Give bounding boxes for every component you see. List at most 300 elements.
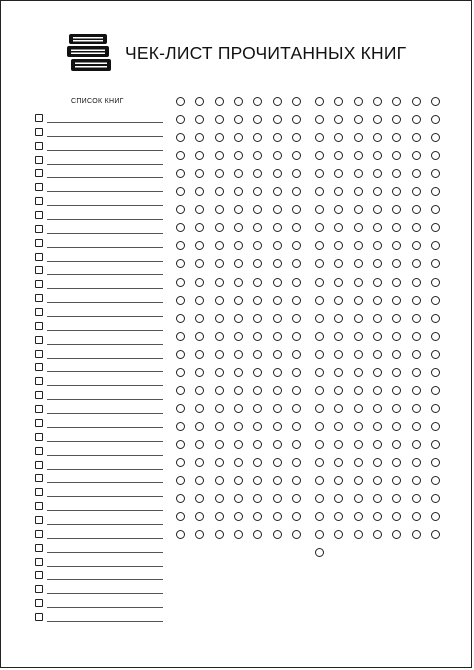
read-circle[interactable] (392, 440, 401, 449)
read-circle[interactable] (234, 241, 243, 250)
read-circle[interactable] (373, 440, 382, 449)
read-circle[interactable] (354, 458, 363, 467)
read-circle[interactable] (431, 404, 440, 413)
read-circle[interactable] (292, 512, 301, 521)
read-circle[interactable] (273, 241, 282, 250)
read-circle[interactable] (292, 115, 301, 124)
read-circle[interactable] (273, 97, 282, 106)
read-circle[interactable] (334, 241, 343, 250)
read-circle[interactable] (253, 350, 262, 359)
read-circle[interactable] (412, 386, 421, 395)
read-circle[interactable] (215, 440, 224, 449)
read-circle[interactable] (176, 404, 185, 413)
read-circle[interactable] (431, 368, 440, 377)
read-circle[interactable] (195, 314, 204, 323)
read-circle[interactable] (292, 133, 301, 142)
read-circle[interactable] (315, 530, 324, 539)
read-circle[interactable] (215, 205, 224, 214)
read-circle[interactable] (431, 512, 440, 521)
read-circle[interactable] (215, 115, 224, 124)
read-circle[interactable] (253, 512, 262, 521)
read-circle[interactable] (315, 548, 324, 557)
read-circle[interactable] (234, 259, 243, 268)
read-circle[interactable] (431, 187, 440, 196)
read-circle[interactable] (176, 278, 185, 287)
read-circle[interactable] (273, 458, 282, 467)
read-circle[interactable] (373, 332, 382, 341)
read-circle[interactable] (373, 422, 382, 431)
read-circle[interactable] (431, 205, 440, 214)
read-circle[interactable] (334, 187, 343, 196)
read-circle[interactable] (176, 223, 185, 232)
read-circle[interactable] (334, 404, 343, 413)
read-circle[interactable] (253, 386, 262, 395)
read-circle[interactable] (373, 169, 382, 178)
read-circle[interactable] (253, 476, 262, 485)
read-circle[interactable] (176, 151, 185, 160)
read-circle[interactable] (195, 97, 204, 106)
read-circle[interactable] (273, 332, 282, 341)
read-circle[interactable] (292, 350, 301, 359)
read-circle[interactable] (292, 296, 301, 305)
read-circle[interactable] (253, 458, 262, 467)
read-circle[interactable] (273, 205, 282, 214)
read-circle[interactable] (215, 512, 224, 521)
read-circle[interactable] (334, 530, 343, 539)
read-circle[interactable] (334, 476, 343, 485)
read-circle[interactable] (392, 530, 401, 539)
read-circle[interactable] (273, 223, 282, 232)
read-circle[interactable] (253, 115, 262, 124)
read-circle[interactable] (195, 332, 204, 341)
read-circle[interactable] (373, 368, 382, 377)
read-circle[interactable] (412, 476, 421, 485)
read-circle[interactable] (412, 494, 421, 503)
read-circle[interactable] (412, 97, 421, 106)
read-circle[interactable] (315, 332, 324, 341)
read-circle[interactable] (392, 115, 401, 124)
read-circle[interactable] (392, 404, 401, 413)
read-circle[interactable] (234, 169, 243, 178)
read-circle[interactable] (253, 259, 262, 268)
read-circle[interactable] (253, 332, 262, 341)
read-circle[interactable] (431, 223, 440, 232)
read-circle[interactable] (253, 494, 262, 503)
read-circle[interactable] (392, 422, 401, 431)
read-circle[interactable] (373, 223, 382, 232)
read-circle[interactable] (273, 187, 282, 196)
read-circle[interactable] (315, 151, 324, 160)
read-circle[interactable] (215, 223, 224, 232)
read-circle[interactable] (253, 133, 262, 142)
read-circle[interactable] (253, 296, 262, 305)
read-circle[interactable] (431, 332, 440, 341)
read-circle[interactable] (315, 350, 324, 359)
read-circle[interactable] (392, 187, 401, 196)
read-circle[interactable] (253, 422, 262, 431)
read-circle[interactable] (215, 530, 224, 539)
read-circle[interactable] (195, 494, 204, 503)
read-circle[interactable] (176, 494, 185, 503)
read-circle[interactable] (176, 97, 185, 106)
read-circle[interactable] (215, 133, 224, 142)
read-circle[interactable] (234, 115, 243, 124)
read-circle[interactable] (176, 530, 185, 539)
read-circle[interactable] (334, 278, 343, 287)
read-circle[interactable] (412, 241, 421, 250)
read-circle[interactable] (273, 115, 282, 124)
read-circle[interactable] (373, 187, 382, 196)
read-circle[interactable] (412, 332, 421, 341)
read-circle[interactable] (354, 133, 363, 142)
read-circle[interactable] (176, 458, 185, 467)
read-circle[interactable] (392, 476, 401, 485)
read-circle[interactable] (176, 476, 185, 485)
read-circle[interactable] (292, 169, 301, 178)
read-circle[interactable] (392, 386, 401, 395)
read-circle[interactable] (215, 458, 224, 467)
read-circle[interactable] (234, 278, 243, 287)
read-circle[interactable] (315, 133, 324, 142)
read-circle[interactable] (315, 512, 324, 521)
read-circle[interactable] (176, 187, 185, 196)
read-circle[interactable] (234, 332, 243, 341)
read-circle[interactable] (195, 241, 204, 250)
read-circle[interactable] (354, 278, 363, 287)
read-circle[interactable] (292, 368, 301, 377)
read-circle[interactable] (412, 133, 421, 142)
read-circle[interactable] (195, 512, 204, 521)
read-circle[interactable] (195, 422, 204, 431)
read-circle[interactable] (412, 278, 421, 287)
read-circle[interactable] (273, 440, 282, 449)
read-circle[interactable] (334, 440, 343, 449)
read-circle[interactable] (431, 133, 440, 142)
read-circle[interactable] (176, 314, 185, 323)
read-circle[interactable] (273, 494, 282, 503)
read-circle[interactable] (195, 205, 204, 214)
read-circle[interactable] (373, 458, 382, 467)
read-circle[interactable] (253, 440, 262, 449)
read-circle[interactable] (234, 494, 243, 503)
read-circle[interactable] (334, 368, 343, 377)
read-circle[interactable] (315, 223, 324, 232)
read-circle[interactable] (176, 133, 185, 142)
read-circle[interactable] (354, 386, 363, 395)
read-circle[interactable] (373, 278, 382, 287)
read-circle[interactable] (195, 133, 204, 142)
read-circle[interactable] (354, 223, 363, 232)
read-circle[interactable] (315, 187, 324, 196)
read-circle[interactable] (334, 205, 343, 214)
read-circle[interactable] (354, 169, 363, 178)
read-circle[interactable] (215, 259, 224, 268)
read-circle[interactable] (431, 296, 440, 305)
read-circle[interactable] (431, 278, 440, 287)
read-circle[interactable] (431, 241, 440, 250)
read-circle[interactable] (273, 368, 282, 377)
read-circle[interactable] (234, 350, 243, 359)
read-circle[interactable] (215, 241, 224, 250)
read-circle[interactable] (273, 530, 282, 539)
read-circle[interactable] (253, 530, 262, 539)
read-circle[interactable] (176, 296, 185, 305)
read-circle[interactable] (195, 386, 204, 395)
read-circle[interactable] (315, 494, 324, 503)
read-circle[interactable] (234, 368, 243, 377)
read-circle[interactable] (176, 386, 185, 395)
read-circle[interactable] (195, 458, 204, 467)
read-circle[interactable] (215, 494, 224, 503)
read-circle[interactable] (253, 368, 262, 377)
read-circle[interactable] (273, 422, 282, 431)
read-circle[interactable] (195, 530, 204, 539)
read-circle[interactable] (195, 296, 204, 305)
read-circle[interactable] (215, 187, 224, 196)
read-circle[interactable] (176, 241, 185, 250)
read-circle[interactable] (392, 278, 401, 287)
read-circle[interactable] (334, 151, 343, 160)
read-circle[interactable] (373, 404, 382, 413)
read-circle[interactable] (392, 350, 401, 359)
read-circle[interactable] (234, 151, 243, 160)
read-circle[interactable] (334, 458, 343, 467)
read-circle[interactable] (431, 115, 440, 124)
read-circle[interactable] (392, 169, 401, 178)
read-circle[interactable] (292, 241, 301, 250)
read-circle[interactable] (253, 151, 262, 160)
read-circle[interactable] (315, 115, 324, 124)
read-circle[interactable] (234, 476, 243, 485)
read-circle[interactable] (431, 314, 440, 323)
read-circle[interactable] (373, 97, 382, 106)
read-circle[interactable] (315, 386, 324, 395)
read-circle[interactable] (273, 350, 282, 359)
read-circle[interactable] (176, 205, 185, 214)
read-circle[interactable] (431, 440, 440, 449)
read-circle[interactable] (273, 151, 282, 160)
read-circle[interactable] (195, 223, 204, 232)
read-circle[interactable] (273, 259, 282, 268)
read-circle[interactable] (215, 422, 224, 431)
read-circle[interactable] (354, 512, 363, 521)
read-circle[interactable] (412, 512, 421, 521)
read-circle[interactable] (412, 259, 421, 268)
read-circle[interactable] (273, 296, 282, 305)
read-circle[interactable] (373, 530, 382, 539)
read-circle[interactable] (392, 223, 401, 232)
read-circle[interactable] (292, 476, 301, 485)
read-circle[interactable] (292, 494, 301, 503)
read-circle[interactable] (431, 259, 440, 268)
read-circle[interactable] (292, 151, 301, 160)
read-circle[interactable] (334, 296, 343, 305)
read-circle[interactable] (431, 422, 440, 431)
read-circle[interactable] (373, 350, 382, 359)
read-circle[interactable] (292, 422, 301, 431)
read-circle[interactable] (354, 422, 363, 431)
read-circle[interactable] (315, 440, 324, 449)
read-circle[interactable] (373, 476, 382, 485)
read-circle[interactable] (315, 314, 324, 323)
read-circle[interactable] (354, 187, 363, 196)
read-circle[interactable] (412, 422, 421, 431)
read-circle[interactable] (392, 494, 401, 503)
read-circle[interactable] (334, 314, 343, 323)
read-circle[interactable] (253, 97, 262, 106)
read-circle[interactable] (373, 494, 382, 503)
read-circle[interactable] (273, 278, 282, 287)
read-circle[interactable] (315, 241, 324, 250)
read-circle[interactable] (315, 458, 324, 467)
read-circle[interactable] (253, 223, 262, 232)
read-circle[interactable] (195, 259, 204, 268)
read-circle[interactable] (392, 314, 401, 323)
read-circle[interactable] (354, 494, 363, 503)
read-circle[interactable] (354, 241, 363, 250)
read-circle[interactable] (392, 296, 401, 305)
read-circle[interactable] (273, 133, 282, 142)
read-circle[interactable] (215, 332, 224, 341)
read-circle[interactable] (195, 404, 204, 413)
read-circle[interactable] (334, 169, 343, 178)
read-circle[interactable] (176, 350, 185, 359)
read-circle[interactable] (373, 241, 382, 250)
read-circle[interactable] (253, 241, 262, 250)
read-circle[interactable] (392, 458, 401, 467)
read-circle[interactable] (412, 205, 421, 214)
read-circle[interactable] (373, 133, 382, 142)
read-circle[interactable] (431, 151, 440, 160)
read-circle[interactable] (431, 458, 440, 467)
read-circle[interactable] (234, 314, 243, 323)
read-circle[interactable] (292, 223, 301, 232)
read-circle[interactable] (176, 368, 185, 377)
read-circle[interactable] (334, 494, 343, 503)
read-circle[interactable] (292, 97, 301, 106)
read-circle[interactable] (354, 151, 363, 160)
read-circle[interactable] (392, 512, 401, 521)
read-circle[interactable] (215, 476, 224, 485)
read-circle[interactable] (373, 115, 382, 124)
read-circle[interactable] (315, 296, 324, 305)
read-circle[interactable] (431, 169, 440, 178)
read-circle[interactable] (412, 404, 421, 413)
read-circle[interactable] (195, 350, 204, 359)
read-circle[interactable] (292, 332, 301, 341)
read-circle[interactable] (334, 422, 343, 431)
read-circle[interactable] (195, 368, 204, 377)
read-circle[interactable] (412, 187, 421, 196)
read-circle[interactable] (234, 404, 243, 413)
read-circle[interactable] (315, 97, 324, 106)
read-circle[interactable] (215, 368, 224, 377)
read-circle[interactable] (195, 169, 204, 178)
read-circle[interactable] (334, 350, 343, 359)
read-circle[interactable] (354, 205, 363, 214)
read-circle[interactable] (354, 115, 363, 124)
read-circle[interactable] (253, 278, 262, 287)
read-circle[interactable] (253, 404, 262, 413)
read-circle[interactable] (273, 314, 282, 323)
read-circle[interactable] (292, 440, 301, 449)
read-circle[interactable] (195, 151, 204, 160)
read-circle[interactable] (253, 169, 262, 178)
read-circle[interactable] (292, 386, 301, 395)
read-circle[interactable] (412, 169, 421, 178)
read-circle[interactable] (315, 205, 324, 214)
read-circle[interactable] (234, 440, 243, 449)
read-circle[interactable] (273, 404, 282, 413)
read-circle[interactable] (195, 187, 204, 196)
read-circle[interactable] (273, 476, 282, 485)
read-circle[interactable] (234, 205, 243, 214)
read-circle[interactable] (292, 530, 301, 539)
read-circle[interactable] (234, 97, 243, 106)
read-circle[interactable] (176, 332, 185, 341)
read-circle[interactable] (354, 404, 363, 413)
read-circle[interactable] (412, 368, 421, 377)
read-circle[interactable] (234, 422, 243, 431)
read-circle[interactable] (392, 332, 401, 341)
read-circle[interactable] (392, 151, 401, 160)
read-circle[interactable] (354, 530, 363, 539)
read-circle[interactable] (176, 169, 185, 178)
read-circle[interactable] (215, 404, 224, 413)
read-circle[interactable] (354, 350, 363, 359)
read-circle[interactable] (315, 169, 324, 178)
read-circle[interactable] (431, 97, 440, 106)
read-circle[interactable] (195, 115, 204, 124)
read-circle[interactable] (292, 278, 301, 287)
read-circle[interactable] (354, 476, 363, 485)
read-circle[interactable] (334, 223, 343, 232)
read-circle[interactable] (431, 530, 440, 539)
read-circle[interactable] (315, 259, 324, 268)
read-circle[interactable] (373, 512, 382, 521)
read-circle[interactable] (431, 350, 440, 359)
read-circle[interactable] (392, 97, 401, 106)
read-circle[interactable] (195, 278, 204, 287)
read-circle[interactable] (215, 296, 224, 305)
read-circle[interactable] (412, 440, 421, 449)
read-circle[interactable] (334, 133, 343, 142)
read-circle[interactable] (412, 223, 421, 232)
read-circle[interactable] (373, 259, 382, 268)
read-circle[interactable] (273, 169, 282, 178)
read-circle[interactable] (354, 314, 363, 323)
read-circle[interactable] (253, 205, 262, 214)
read-circle[interactable] (334, 386, 343, 395)
read-circle[interactable] (315, 422, 324, 431)
read-circle[interactable] (215, 151, 224, 160)
read-circle[interactable] (176, 259, 185, 268)
read-circle[interactable] (354, 332, 363, 341)
read-circle[interactable] (176, 115, 185, 124)
read-circle[interactable] (354, 296, 363, 305)
read-circle[interactable] (195, 476, 204, 485)
read-circle[interactable] (215, 314, 224, 323)
read-circle[interactable] (373, 296, 382, 305)
read-circle[interactable] (215, 350, 224, 359)
read-circle[interactable] (253, 314, 262, 323)
read-circle[interactable] (373, 386, 382, 395)
read-circle[interactable] (334, 512, 343, 521)
read-circle[interactable] (215, 169, 224, 178)
read-circle[interactable] (412, 458, 421, 467)
read-circle[interactable] (373, 151, 382, 160)
read-circle[interactable] (334, 259, 343, 268)
